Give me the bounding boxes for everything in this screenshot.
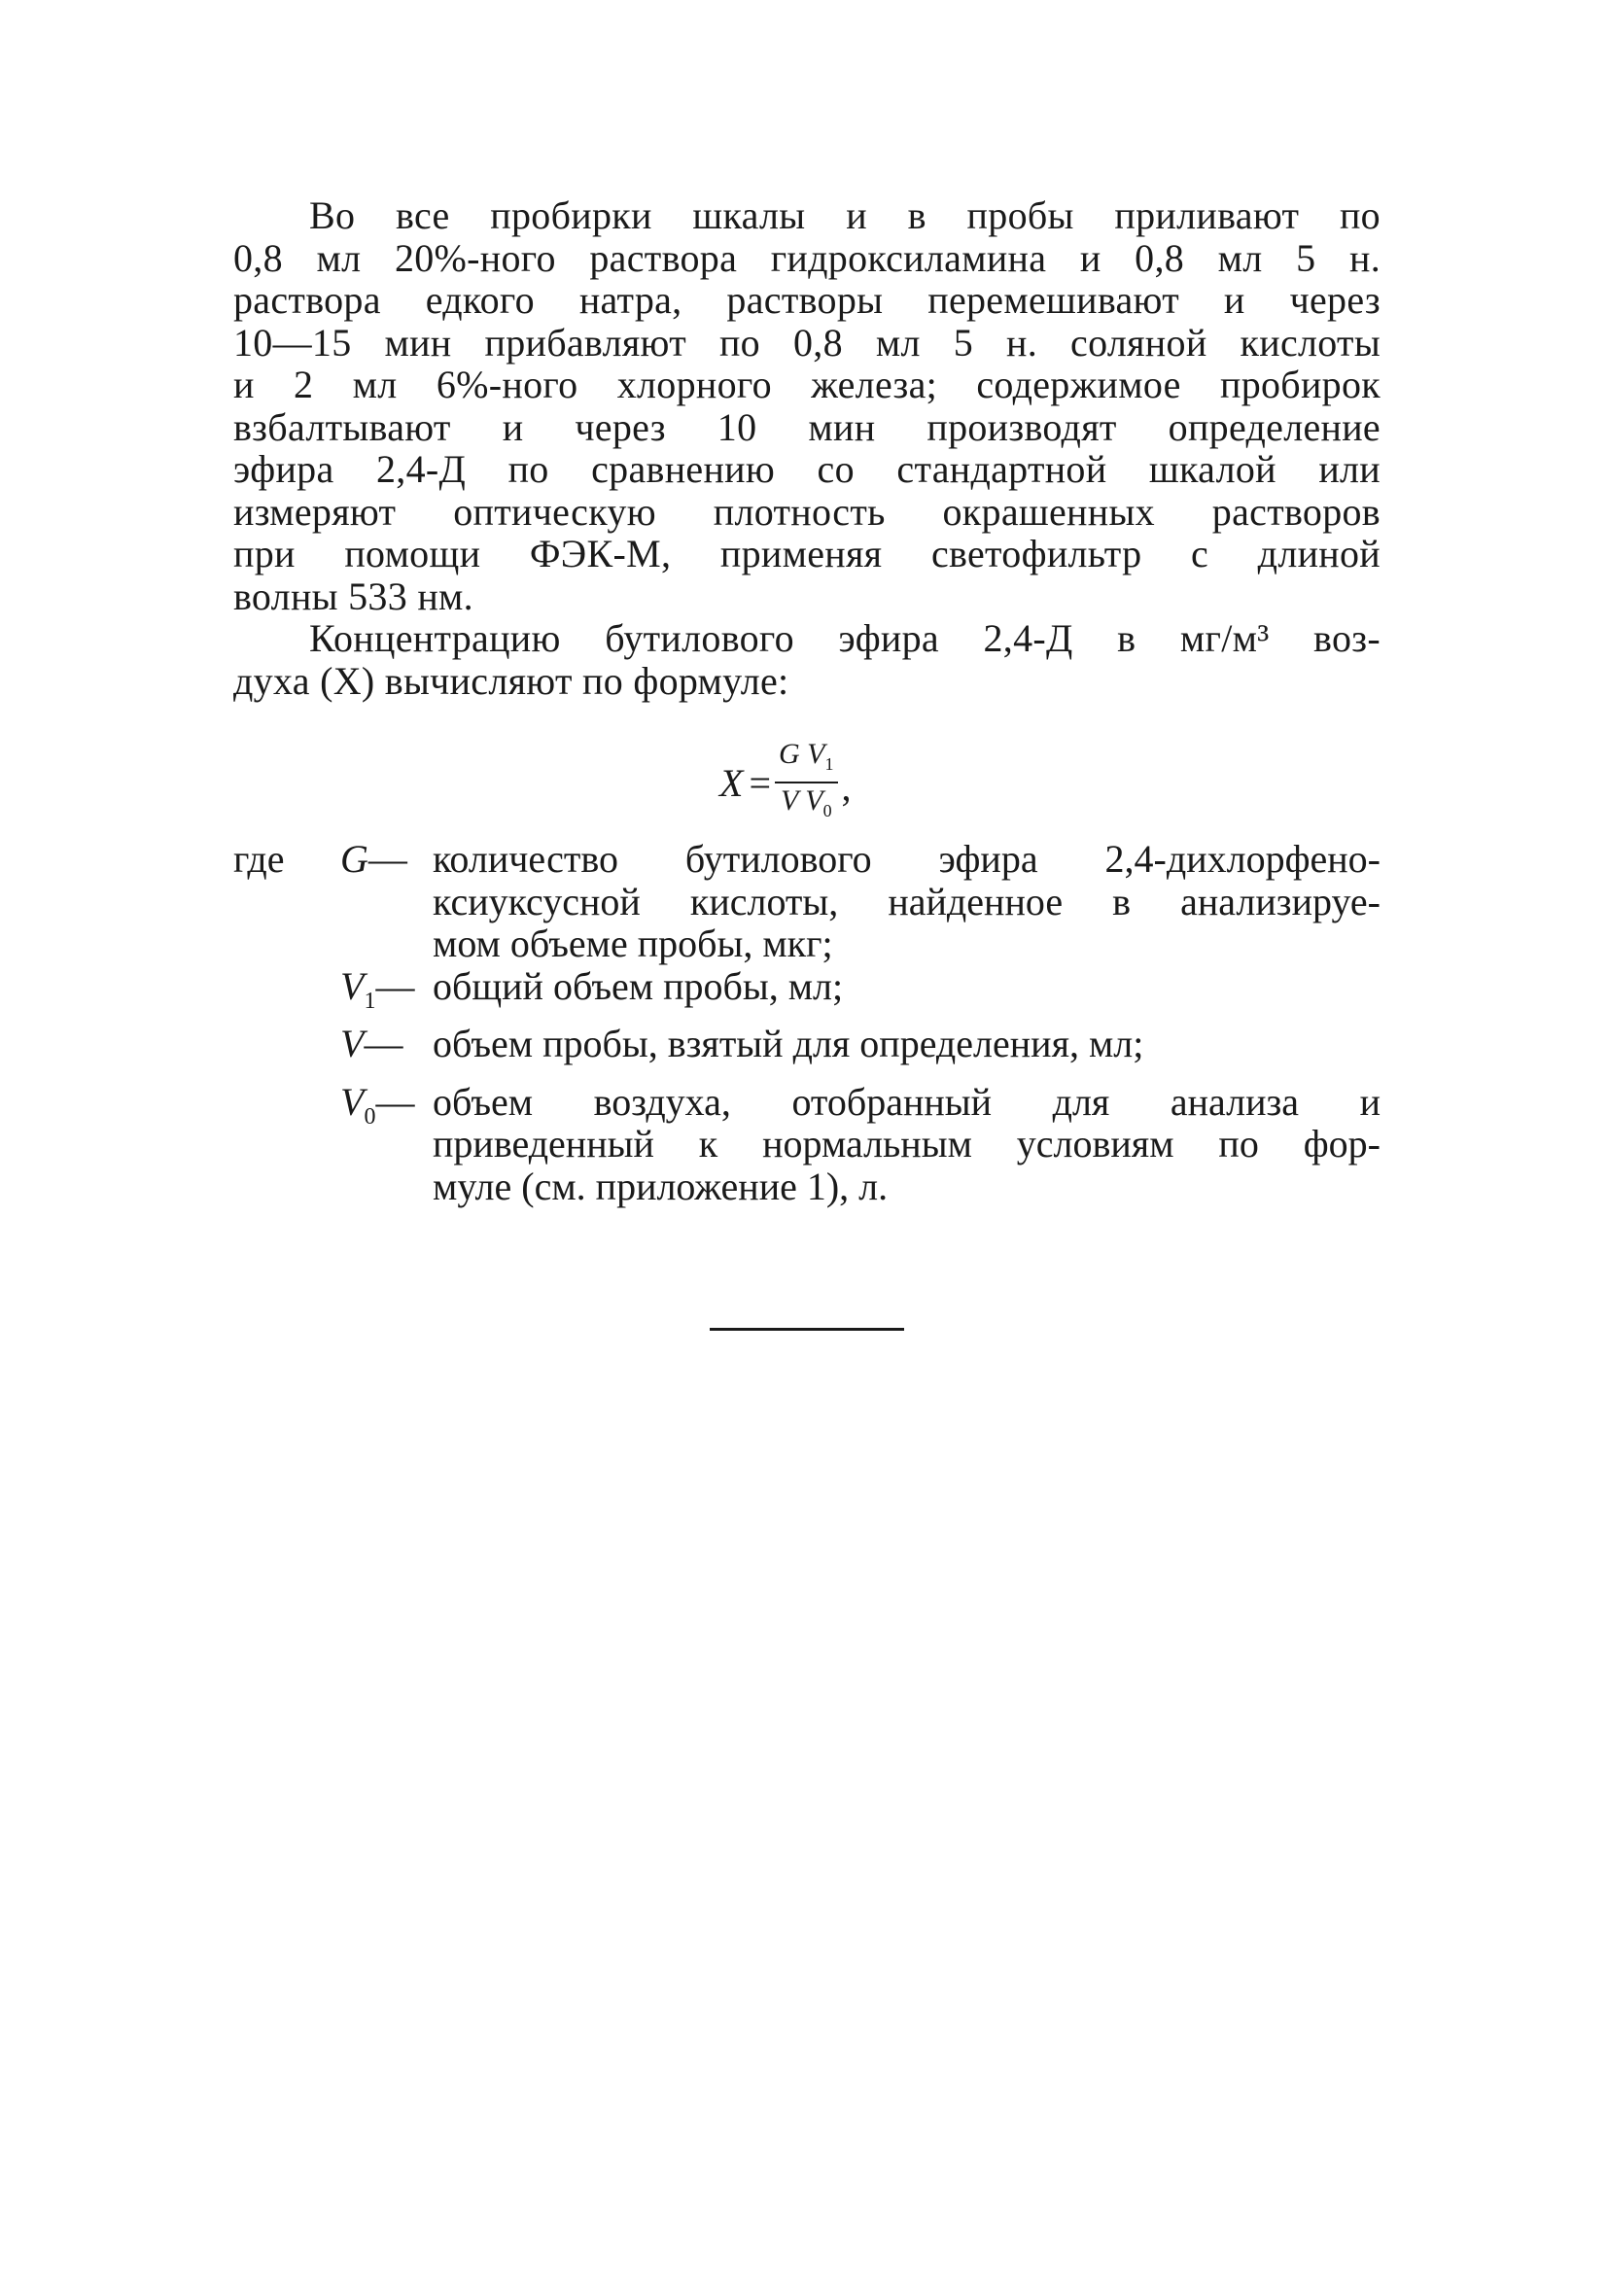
text-line: муле (см. приложение 1), л. [433, 1164, 889, 1208]
formula-equals: = [749, 760, 771, 805]
text-line: 0,8 мл 20%-ного раствора гидроксиламина и 0,8 мл 5 н. [233, 235, 1381, 280]
text-line: при помощи ФЭК-М, применяя светофильтр с длиной [233, 532, 1381, 575]
text-line: взбалтывают и через 10 мин производят определение [233, 404, 1381, 449]
text-line: 10—15 мин прибавляют по 0,8 мл 5 н. соляной кислоты [233, 320, 1381, 365]
paragraph-procedure [233, 194, 1381, 617]
definition-text [433, 838, 1381, 965]
symbol-letter: V [340, 963, 365, 1008]
definition-dash: — [375, 1079, 415, 1124]
definition-item [233, 1023, 1381, 1081]
definition-symbol [340, 965, 433, 1024]
formula-lhs: X [719, 760, 744, 805]
numerator-g: G [779, 738, 800, 770]
definition-dash: — [375, 963, 415, 1008]
denominator-v0-sub: 0 [822, 801, 832, 820]
formula-fraction [775, 739, 838, 826]
symbol-sub: 0 [364, 1103, 376, 1130]
text-line: духа (X) вычисляют по формуле: [233, 658, 789, 703]
definition-item [233, 1081, 1381, 1208]
formula-comma: , [841, 764, 852, 809]
symbol-letter: G [340, 837, 368, 881]
text-line: Во все пробирки шкалы и в пробы приливают по [309, 193, 1381, 237]
variable-definitions [233, 838, 1381, 1207]
paragraph-concentration [233, 617, 1381, 702]
text-line: ксиуксусной кислоты, найденное в анализируе- [433, 879, 1381, 923]
definition-item [233, 965, 1381, 1024]
definition-text [433, 1023, 1381, 1081]
text-line: объем воздуха, отобранный для анализа и [433, 1079, 1381, 1124]
text-line: общий объем пробы, мл; [433, 963, 844, 1008]
text-line: количество бутилового эфира 2,4-дихлорфено- [433, 837, 1381, 881]
formula-numerator [775, 739, 838, 783]
symbol-sub: 1 [364, 988, 376, 1014]
section-end-rule [710, 1328, 904, 1331]
numerator-v: V [807, 738, 825, 770]
text-line: объем пробы, взятый для определения, мл; [433, 1022, 1144, 1065]
denominator-v: V [780, 784, 798, 817]
definition-symbol [340, 1081, 433, 1208]
definition-symbol [340, 1023, 433, 1081]
text-line: раствора едкого натра, растворы перемешивают и через [233, 278, 1381, 322]
definition-symbol [340, 838, 433, 965]
symbol-letter: V [340, 1022, 365, 1065]
denominator-v0: V [805, 784, 823, 817]
definitions-lead: где [233, 837, 285, 881]
definition-dash: — [367, 837, 407, 881]
text-line: и 2 мл 6%-ного хлорного железа; содержимое пробирок [233, 363, 1381, 406]
formula-denominator [777, 783, 836, 826]
definition-item [233, 838, 1381, 965]
text-line: эфира 2,4-Д по сравнению со стандартной шкалой или [233, 447, 1381, 491]
definition-text [433, 1081, 1381, 1208]
text-line: измеряют оптическую плотность окрашенных растворов [233, 489, 1381, 534]
numerator-v-sub: 1 [824, 754, 834, 774]
text-line: мом объеме пробы, мкг; [433, 922, 833, 965]
text-line: Концентрацию бутилового эфира 2,4-Д в мг/м³ воз- [309, 616, 1381, 660]
body-text [233, 194, 1381, 702]
concentration-formula [719, 739, 852, 826]
text-line: приведенный к нормальным условиям по фор- [433, 1122, 1381, 1165]
text-line: волны 533 нм. [233, 574, 473, 618]
definition-text [433, 965, 1381, 1024]
symbol-letter: V [340, 1079, 365, 1124]
definition-dash: — [364, 1022, 403, 1065]
